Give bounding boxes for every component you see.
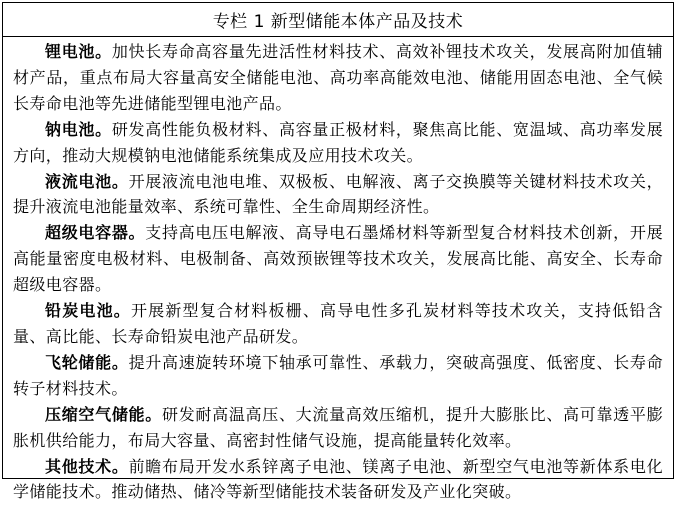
section-flywheel-storage bbox=[13, 350, 663, 402]
section-text: 开展新型复合材料板栅、高导电性多孔炭材料等技术攻关，支持低铅含量、高比能、长寿命铅炭电池产品研发。 bbox=[13, 301, 663, 346]
section-sodium-battery bbox=[13, 117, 663, 169]
section-label: 飞轮储能。 bbox=[45, 353, 129, 372]
section-other-technologies bbox=[13, 454, 663, 505]
section-text: 研发耐高温高压、大流量高效压缩机，提升大膨胀比、高可靠透平膨胀机供给能力，布局大容量、高密封性储气设施，提高能量转化效率。 bbox=[13, 405, 663, 450]
section-label: 液流电池。 bbox=[45, 172, 129, 191]
column-title: 专栏 1 新型储能本体产品及技术 bbox=[3, 3, 673, 37]
section-label: 其他技术。 bbox=[45, 457, 129, 476]
section-label: 压缩空气储能。 bbox=[45, 405, 162, 424]
column-box bbox=[2, 2, 674, 479]
section-text: 提升高速旋转环境下轴承可靠性、承载力，突破高强度、低密度、长寿命转子材料技术。 bbox=[13, 353, 663, 398]
section-text: 研发高性能负极材料、高容量正极材料，聚焦高比能、宽温域、高功率发展方向，推动大规模钠电池储能系统集成及应用技术攻关。 bbox=[13, 120, 663, 165]
section-label: 铅炭电池。 bbox=[45, 301, 131, 320]
section-lithium-battery bbox=[13, 39, 663, 117]
section-label: 锂电池。 bbox=[45, 42, 112, 61]
section-flow-battery bbox=[13, 169, 663, 221]
section-text: 支持高电压电解液、高导电石墨烯材料等新型复合材料技术创新，开展高能量密度电极材料、电极制备、高效预嵌锂等技术攻关，发展高比能、高安全、长寿命超级电容器。 bbox=[13, 223, 663, 294]
section-compressed-air-storage bbox=[13, 402, 663, 454]
section-label: 钠电池。 bbox=[45, 120, 112, 139]
column-content bbox=[3, 37, 673, 505]
section-text: 开展液流电池电堆、双极板、电解液、离子交换膜等关键材料技术攻关，提升液流电池能量效率、系统可靠性、全生命周期经济性。 bbox=[13, 172, 663, 217]
section-label: 超级电容器。 bbox=[45, 223, 145, 242]
section-lead-carbon-battery bbox=[13, 298, 663, 350]
section-text: 前瞻布局开发水系锌离子电池、镁离子电池、新型空气电池等新体系电化学储能技术。推动储热、储冷等新型储能技术装备研发及产业化突破。 bbox=[13, 457, 663, 502]
section-text: 加快长寿命高容量先进活性材料技术、高效补锂技术攻关，发展高附加值辅材产品，重点布局大容量高安全储能电池、高功率高能效电池、储能用固态电池、全气候长寿命电池等先进储能型锂电池产品。 bbox=[13, 42, 663, 113]
section-supercapacitor bbox=[13, 220, 663, 298]
